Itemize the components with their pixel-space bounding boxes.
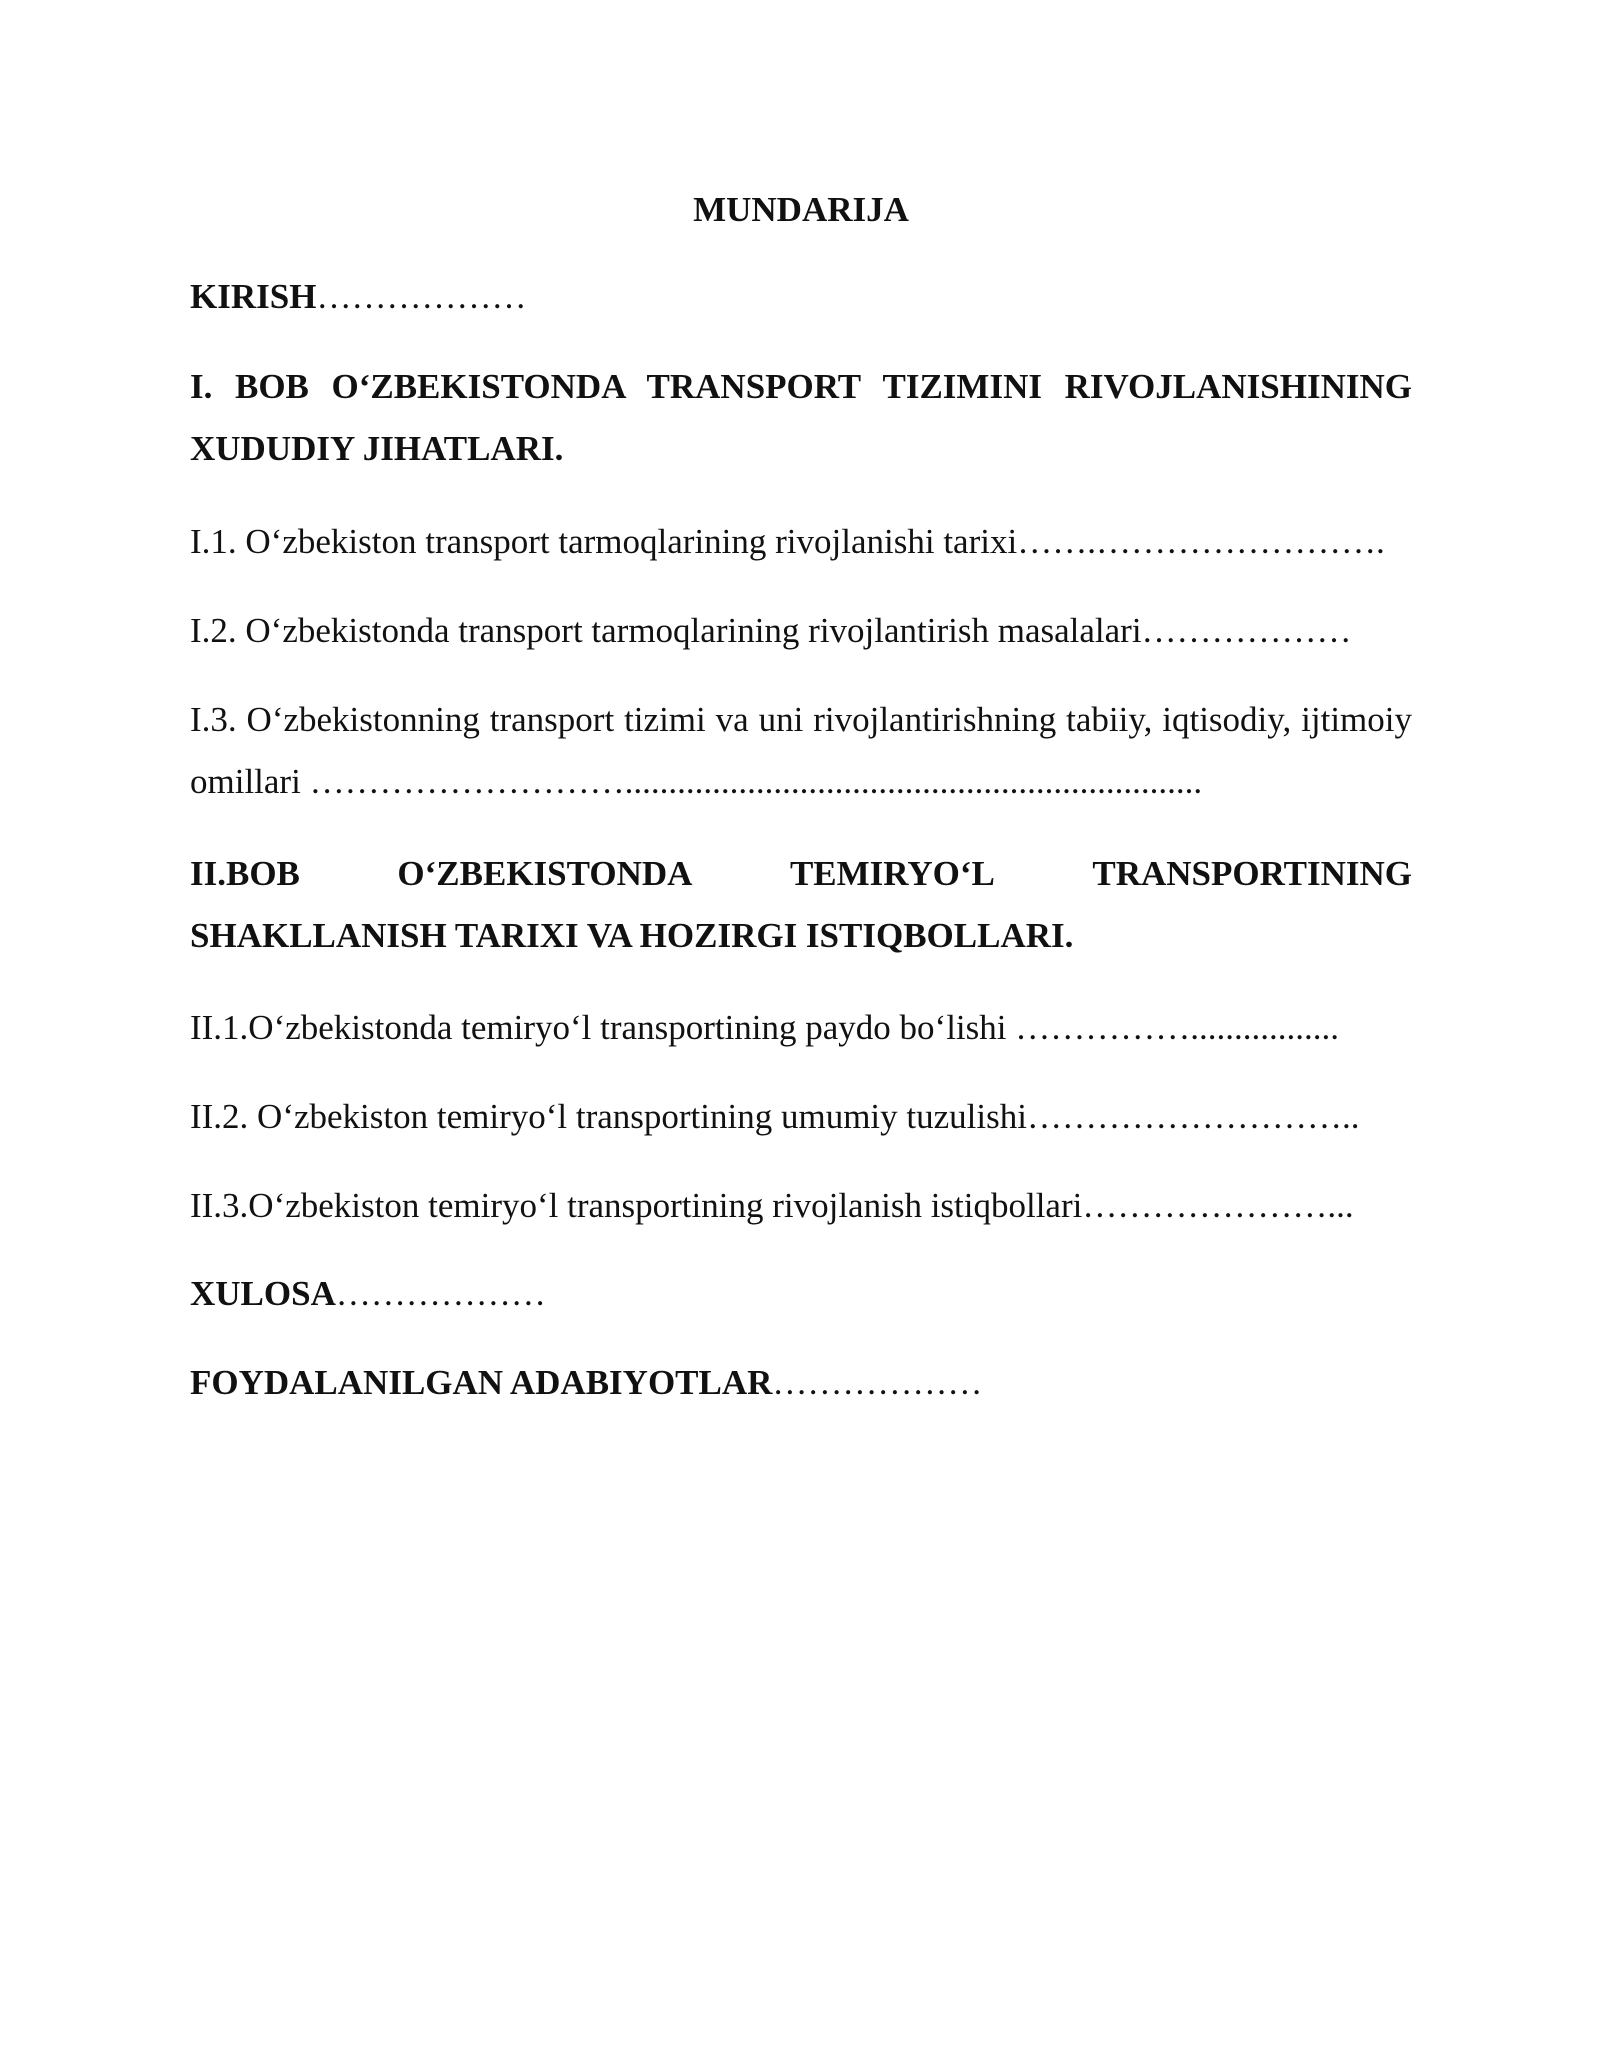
- toc-entry-label: I.3. O‘zbekistonning transport tizimi va uni rivojlantirishning tabiiy, iqtisodiy, ijtimoiy omillari: [190, 700, 1412, 801]
- heading-word: O‘ZBEKISTONDA: [397, 854, 693, 893]
- heading-word: TEMIRYO‘L: [789, 854, 995, 893]
- toc-chapter-1-heading: [190, 356, 1412, 480]
- toc-entry-dots: ………………: [316, 277, 527, 316]
- toc-entry-label: II.1.O‘zbekistonda temiryo‘l transportining paydo bo‘lishi: [190, 1008, 1007, 1047]
- page-title: MUNDARIJA: [693, 190, 909, 229]
- toc-chapter-2-line-1: [190, 843, 1412, 905]
- toc-entry-dots: ………………: [1141, 611, 1352, 650]
- toc-entry-label: II.3.O‘zbekiston temiryo‘l transportining rivojlanish istiqbollari: [190, 1186, 1083, 1225]
- toc-entry-2-1: [190, 997, 1412, 1059]
- toc-chapter-2-line-2: SHAKLLANISH TARIXI VA HOZIRGI ISTIQBOLLARI.: [190, 916, 1074, 955]
- toc-entry-dots: ………………………..................................................................: [300, 762, 1203, 801]
- toc-entry-dots: …….…………………….: [1017, 522, 1385, 561]
- toc-entry-dots: …………………...: [1082, 1186, 1354, 1225]
- toc-entry-1-3: [190, 689, 1412, 813]
- toc-entry-adabiyotlar: [190, 1352, 1412, 1414]
- toc-entry-label: FOYDALANILGAN ADABIYOTLAR: [190, 1363, 773, 1402]
- toc-entry-xulosa: [190, 1263, 1412, 1325]
- toc-entry-label: II.2. O‘zbekiston temiryo‘l transportining umumiy tuzulishi: [190, 1097, 1027, 1136]
- toc-chapter-2-heading: [190, 843, 1412, 967]
- toc-entry-1-1: [190, 511, 1412, 573]
- heading-word: II.BOB: [190, 854, 300, 893]
- toc-entry-label: I.2. O‘zbekistonda transport tarmoqlarining rivojlantirish masalalari: [190, 611, 1142, 650]
- toc-entry-1-2: [190, 600, 1412, 662]
- toc-entry-label: KIRISH: [190, 277, 317, 316]
- toc-entry-kirish: [190, 266, 1412, 328]
- toc-entry-2-2: [190, 1086, 1412, 1148]
- toc-entry-dots: ………………: [772, 1363, 983, 1402]
- toc-entry-2-3: [190, 1175, 1412, 1237]
- toc-entry-dots: ………………: [335, 1274, 546, 1313]
- toc-entry-dots: …………….................: [1006, 1008, 1340, 1047]
- toc-entry-label: I.1. O‘zbekiston transport tarmoqlarining rivojlanishi tarixi: [190, 522, 1018, 561]
- heading-word: TRANSPORTINING: [1092, 854, 1412, 893]
- toc-entry-dots: ………………………..: [1026, 1097, 1360, 1136]
- toc-entry-label: XULOSA: [190, 1274, 336, 1313]
- toc-entry-label: I. BOB O‘ZBEKISTONDA TRANSPORT TIZIMINI RIVOJLANISHINING XUDUDIY JIHATLARI.: [190, 367, 1412, 468]
